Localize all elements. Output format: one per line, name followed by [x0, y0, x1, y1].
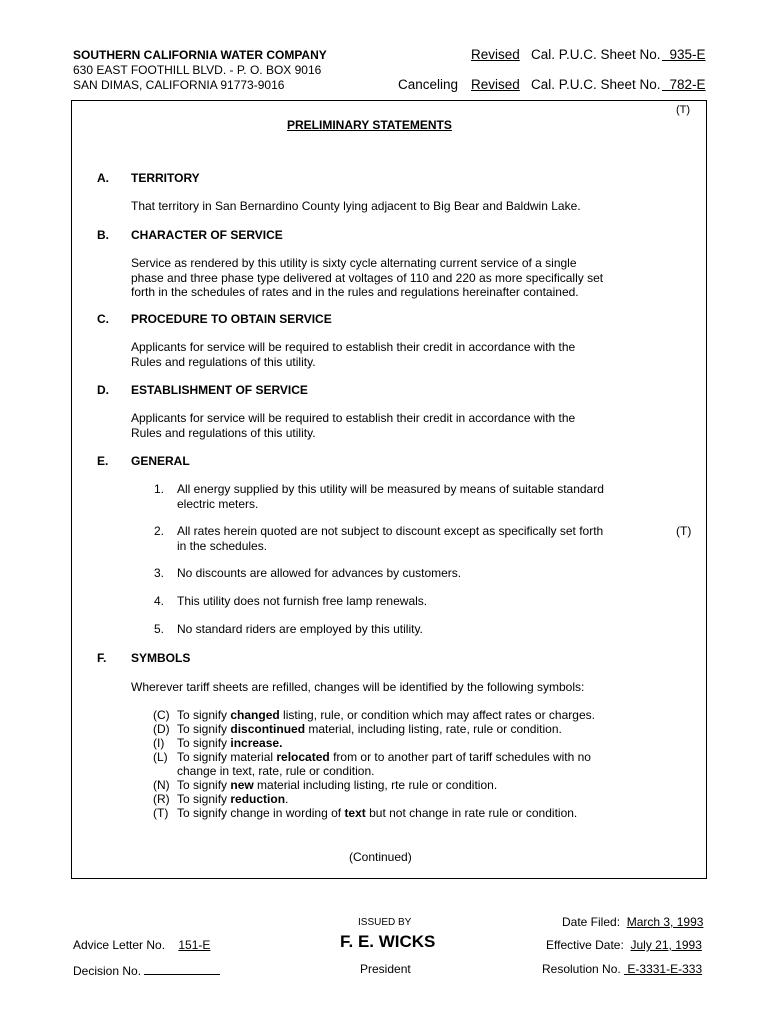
symbol-code: (L) [153, 750, 168, 764]
company-name: SOUTHERN CALIFORNIA WATER COMPANY [73, 48, 327, 62]
general-item-text: All rates herein quoted are not subject to discount except as specifically set forth in the schedules. [177, 524, 604, 553]
general-item-number: 1. [154, 482, 165, 496]
issued-by-label: ISSUED BY [358, 917, 412, 928]
section-letter: C. [97, 312, 109, 326]
section-letter: F. [97, 651, 107, 665]
issuer-name: F. E. WICKS [340, 932, 436, 951]
general-item-number: 5. [154, 622, 165, 636]
section-text: Service as rendered by this utility is sixty cycle alternating current service of a single phase and three phase type delivered at voltages of 110 and 220 as more specifically set forth in the schedules of rates and in the rules and regulations hereinafter contained. [131, 256, 604, 299]
advice-letter: Advice Letter No. 151-E [73, 938, 211, 952]
cancel-sheet-number: 782-E [669, 77, 706, 92]
symbol-description: To signify increase. [177, 736, 283, 750]
symbol-description: To signify change in wording of text but not change in rate rule or condition. [177, 806, 578, 820]
general-item-number: 3. [154, 566, 165, 580]
continued-note: (Continued) [349, 850, 412, 864]
symbol-description: To signify discontinued material, including listing, rate, rule or condition. [177, 722, 562, 736]
t-mark-item2: (T) [676, 524, 692, 538]
sheet-label-2: Cal. P.U.C. Sheet No. [531, 77, 661, 92]
revised-label-2: Revised [471, 77, 520, 92]
decision-number: Decision No. [73, 962, 220, 978]
sheet-number: 935-E [669, 47, 706, 62]
section-text: Wherever tariff sheets are refilled, changes will be identified by the following symbols: [131, 680, 585, 694]
symbol-description: To signify reduction. [177, 792, 289, 806]
page-title: PRELIMINARY STATEMENTS [287, 118, 452, 132]
section-heading-procedure: PROCEDURE TO OBTAIN SERVICE [131, 312, 332, 326]
company-address-line2: SAN DIMAS, CALIFORNIA 91773-9016 [73, 78, 285, 92]
section-letter: D. [97, 383, 109, 397]
company-address-line1: 630 EAST FOOTHILL BLVD. - P. O. BOX 9016 [73, 63, 322, 77]
date-filed: Date Filed: March 3, 1993 [562, 915, 704, 929]
symbol-description: To signify material relocated from or to another part of tariff schedules with no [177, 750, 591, 764]
symbol-code: (T) [153, 806, 169, 820]
section-text: Applicants for service will be required to establish their credit in accordance with the Rules and regulations of this utility. [131, 411, 576, 440]
general-item-text: No standard riders are employed by this utility. [177, 622, 423, 636]
symbol-description-continued: change in text, rate, rule or condition. [177, 764, 375, 778]
general-item-text: All energy supplied by this utility will be measured by means of suitable standard electric meters. [177, 482, 604, 511]
section-text: That territory in San Bernardino County lying adjacent to Big Bear and Baldwin Lake. [131, 199, 581, 213]
section-letter: A. [97, 171, 109, 185]
canceling-label: Canceling [398, 77, 459, 92]
section-letter: E. [97, 454, 109, 468]
section-text: Applicants for service will be required to establish their credit in accordance with the Rules and regulations of this utility. [131, 340, 576, 369]
revised-label: Revised [471, 47, 520, 62]
general-item-number: 4. [154, 594, 165, 608]
issuer-title: President [360, 962, 411, 976]
section-heading-character-of-service: CHARACTER OF SERVICE [131, 228, 283, 242]
symbol-code: (I) [153, 736, 165, 750]
resolution-number: Resolution No. E-3331-E-333 [542, 962, 703, 976]
symbol-code: (N) [153, 778, 170, 792]
section-letter: B. [97, 228, 109, 242]
symbol-code: (D) [153, 722, 170, 736]
t-mark-top: (T) [676, 104, 691, 116]
symbol-description: To signify changed listing, rule, or condition which may affect rates or charges. [177, 708, 595, 722]
general-item-text: No discounts are allowed for advances by customers. [177, 566, 462, 580]
sheet-label: Cal. P.U.C. Sheet No. [531, 47, 661, 62]
general-item-number: 2. [154, 524, 165, 538]
symbol-description: To signify new material including listing, rte rule or condition. [177, 778, 498, 792]
effective-date: Effective Date: July 21, 1993 [546, 938, 702, 952]
section-heading-establishment: ESTABLISHMENT OF SERVICE [131, 383, 308, 397]
section-heading-territory: TERRITORY [131, 171, 200, 185]
symbol-code: (C) [153, 708, 170, 722]
section-heading-symbols: SYMBOLS [131, 651, 191, 665]
general-item-text: This utility does not furnish free lamp renewals. [177, 594, 428, 608]
symbol-code: (R) [153, 792, 170, 806]
section-heading-general: GENERAL [131, 454, 190, 468]
